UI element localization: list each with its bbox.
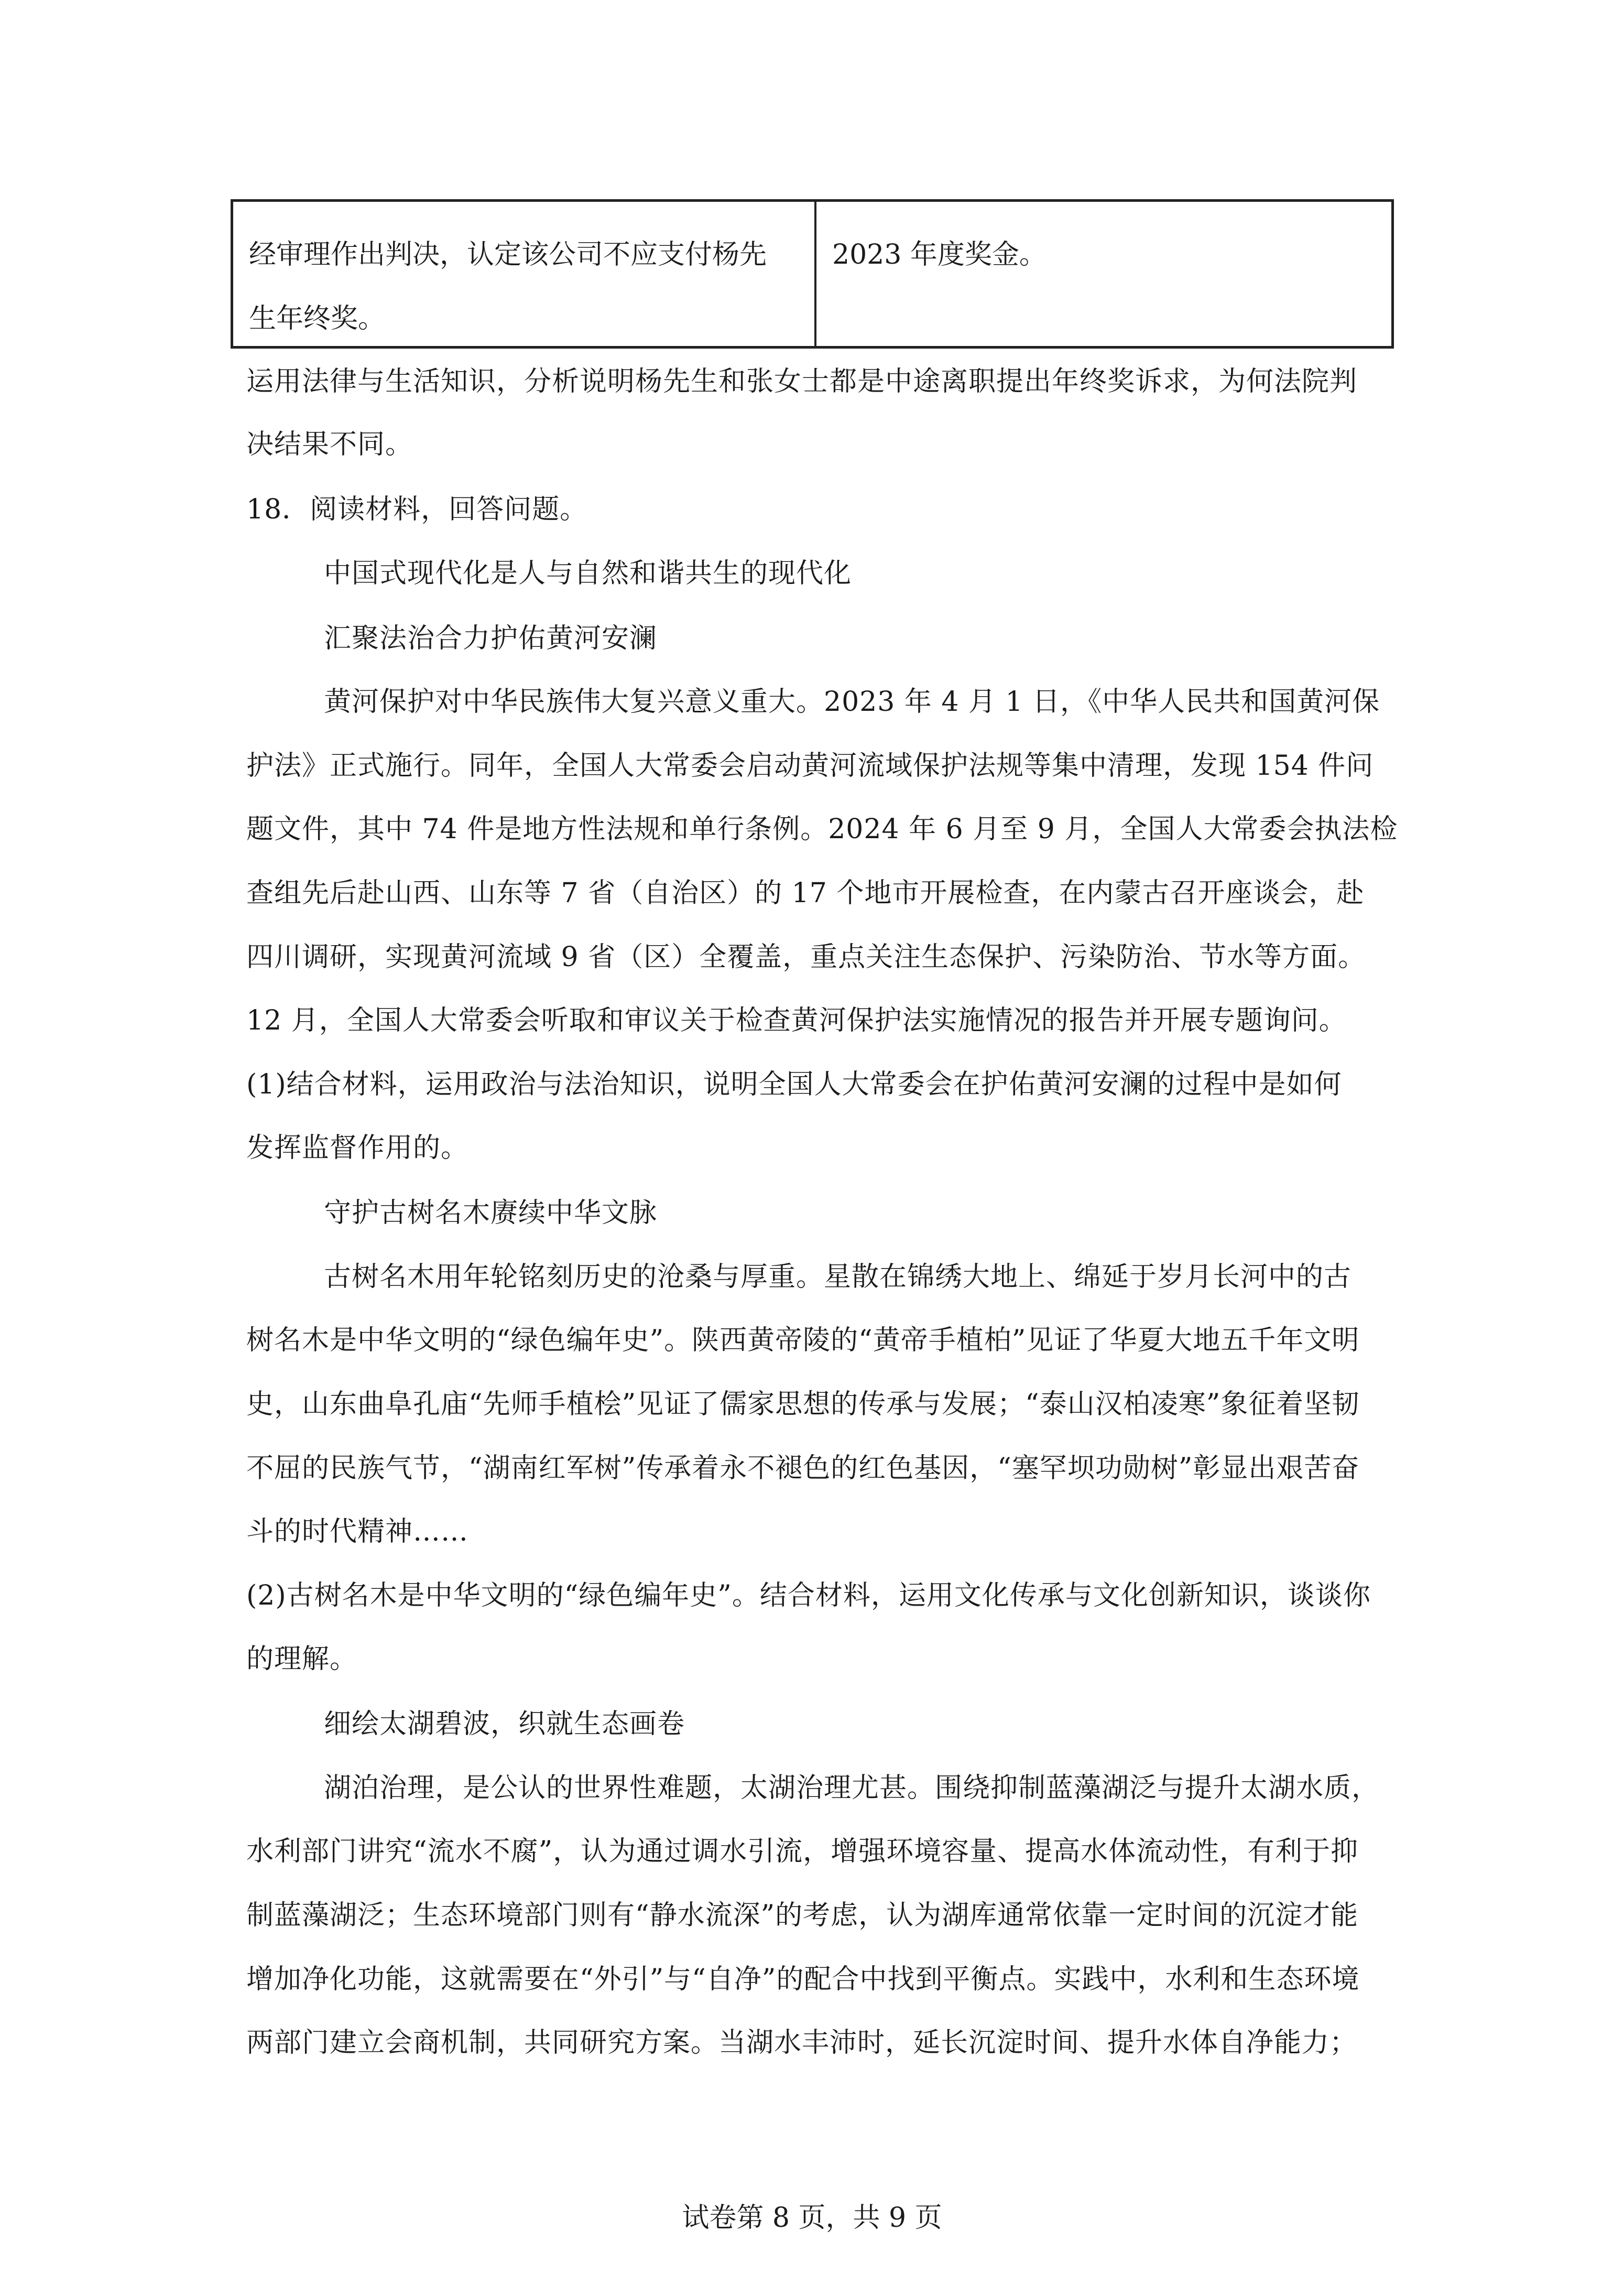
section1-heading: 汇聚法治合力护佑黄河安澜 <box>324 623 658 654</box>
section1-text-line: 12 月，全国人大常委会听取和审议关于检查黄河保护法实施情况的报告并开展专题询问。 <box>246 1005 1347 1036</box>
section1-text-line: 查组先后赴山西、山东等 7 省（自治区）的 17 个地市开展检查，在内蒙古召开座谈会，赴 <box>246 878 1365 909</box>
question-1-line: 发挥监督作用的。 <box>246 1132 469 1164</box>
table-line: 生年终奖。 <box>249 303 386 334</box>
section2-text-line: 古树名木用年轮铭刻历史的沧桑与厚重。星散在锦绣大地上、绵延于岁月长河中的古 <box>324 1261 1352 1293</box>
section3-text-line: 湖泊治理，是公认的世界性难题，太湖治理尤甚。围绕抑制蓝藻湖泛与提升太湖水质， <box>324 1772 1380 1804</box>
section2-text-line: 不屈的民族气节，“湖南红军树”传承着永不褪色的红色基因，“塞罕坝功勋树”彰显出艰苦奋 <box>246 1453 1360 1484</box>
theme-title: 中国式现代化是人与自然和谐共生的现代化 <box>324 558 852 589</box>
question-1-line: (1)结合材料，运用政治与法治知识，说明全国人大常委会在护佑黄河安澜的过程中是如何 <box>246 1069 1342 1100</box>
q18-intro: 18．阅读材料，回答问题。 <box>246 494 588 525</box>
table-line: 2023 年度奖金。 <box>832 239 1047 270</box>
section3-text-line: 两部门建立会商机制，共同研究方案。当湖水丰沛时，延长沉淀时间、提升水体自净能力； <box>246 2027 1358 2059</box>
q17-question-line: 运用法律与生活知识，分析说明杨先生和张女士都是中途离职提出年终奖诉求，为何法院判 <box>246 366 1358 397</box>
section1-text-line: 护法》正式施行。同年，全国人大常委会启动黄河流域保护法规等集中清理，发现 154 件问 <box>246 750 1374 782</box>
page-footer: 试卷第 8 页，共 9 页 <box>682 2202 942 2234</box>
section1-text-line: 题文件，其中 74 件是地方性法规和单行条例。2024 年 6 月至 9 月，全国人大常委会执法检 <box>246 814 1398 845</box>
table-line: 经审理作出判决，认定该公司不应支付杨先 <box>249 239 767 270</box>
section3-text-line: 水利部门讲究“流水不腐”，认为通过调水引流，增强环境容量、提高水体流动性，有利于抑 <box>246 1836 1359 1867</box>
section3-text-line: 制蓝藻湖泛；生态环境部门则有“静水流深”的考虑，认为湖库通常依靠一定时间的沉淀才能 <box>246 1900 1359 1931</box>
section3-text-line: 增加净化功能，这就需要在“外引”与“自净”的配合中找到平衡点。实践中，水利和生态环境 <box>246 1964 1360 1995</box>
section2-text-line: 斗的时代精神…… <box>246 1516 469 1547</box>
section1-text-line: 黄河保护对中华民族伟大复兴意义重大。2023 年 4 月 1 日，《中华人民共和国黄河保 <box>324 686 1380 718</box>
section2-text-line: 史，山东曲阜孔庙“先师手植桧”见证了儒家思想的传承与发展；“泰山汉柏凌寒”象征着坚韧 <box>246 1389 1360 1420</box>
table-cell-right <box>816 202 1391 346</box>
question-2-line: (2)古树名木是中华文明的“绿色编年史”。结合材料，运用文化传承与文化创新知识，谈谈你 <box>246 1580 1371 1611</box>
q17-question-line: 决结果不同。 <box>246 429 413 460</box>
section1-text-line: 四川调研，实现黄河流域 9 省（区）全覆盖，重点关注生态保护、污染防治、节水等方面。 <box>246 941 1366 973</box>
judgment-table <box>231 199 1394 349</box>
table-cell-left <box>233 202 816 346</box>
section2-text-line: 树名木是中华文明的“绿色编年史”。陕西黄帝陵的“黄帝手植柏”见证了华夏大地五千年文明 <box>246 1325 1360 1356</box>
section3-heading: 细绘太湖碧波，织就生态画卷 <box>324 1708 685 1740</box>
section2-heading: 守护古树名木赓续中华文脉 <box>324 1197 658 1229</box>
question-2-line: 的理解。 <box>246 1643 358 1675</box>
